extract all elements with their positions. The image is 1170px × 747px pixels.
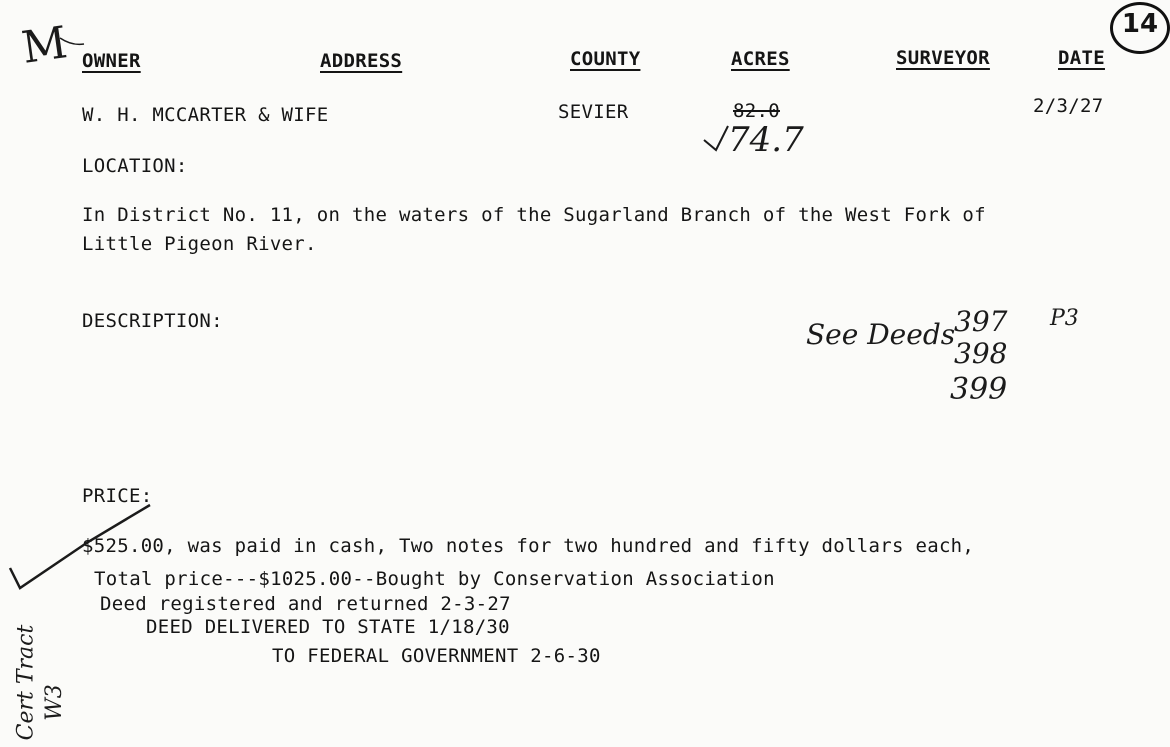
- description-label: DESCRIPTION:: [82, 310, 223, 332]
- deed-number-3: 399: [950, 372, 1008, 407]
- deed-number-1: 397: [954, 305, 1008, 338]
- margin-note-1: Cert Tract: [13, 624, 39, 741]
- header-surveyor: SURVEYOR: [896, 47, 990, 69]
- location-label: LOCATION:: [82, 155, 188, 177]
- header-address: ADDRESS: [320, 50, 403, 72]
- header-county: COUNTY: [570, 48, 641, 70]
- location-line-1: In District No. 11, on the waters of the Sugarland Branch of the West Fork of: [82, 204, 986, 226]
- date-value: 2/3/27: [1033, 95, 1104, 117]
- price-line-5: TO FEDERAL GOVERNMENT 2-6-30: [272, 645, 601, 667]
- acres-corrected-value: 74.7: [728, 120, 804, 160]
- location-line-2: Little Pigeon River.: [82, 233, 317, 255]
- initials-tail: [60, 38, 84, 44]
- page-reference: P3: [1050, 306, 1079, 331]
- price-line-4: DEED DELIVERED TO STATE 1/18/30: [146, 616, 510, 638]
- price-check-mark: [10, 505, 150, 588]
- record-number: 14: [1121, 9, 1159, 39]
- price-line-2: Total price---$1025.00--Bought by Conservation Association: [94, 568, 775, 590]
- price-line-1: $525.00, was paid in cash, Two notes for two hundred and fifty dollars each,: [82, 535, 975, 557]
- handwritten-initials: M: [18, 17, 71, 74]
- deed-number-2: 398: [954, 337, 1008, 370]
- price-label: PRICE:: [82, 485, 153, 507]
- county-value: SEVIER: [558, 101, 629, 123]
- header-date: DATE: [1058, 47, 1105, 69]
- deeds-note: See Deeds: [806, 318, 956, 351]
- header-owner: OWNER: [82, 50, 141, 72]
- header-acres: ACRES: [731, 48, 790, 70]
- acres-original-value: 82.0: [733, 100, 780, 122]
- acres-check-mark: [704, 126, 728, 150]
- price-line-3: Deed registered and returned 2-3-27: [100, 593, 511, 615]
- margin-note-2: W3: [41, 684, 67, 721]
- owner-value: W. H. MCCARTER & WIFE: [82, 104, 329, 126]
